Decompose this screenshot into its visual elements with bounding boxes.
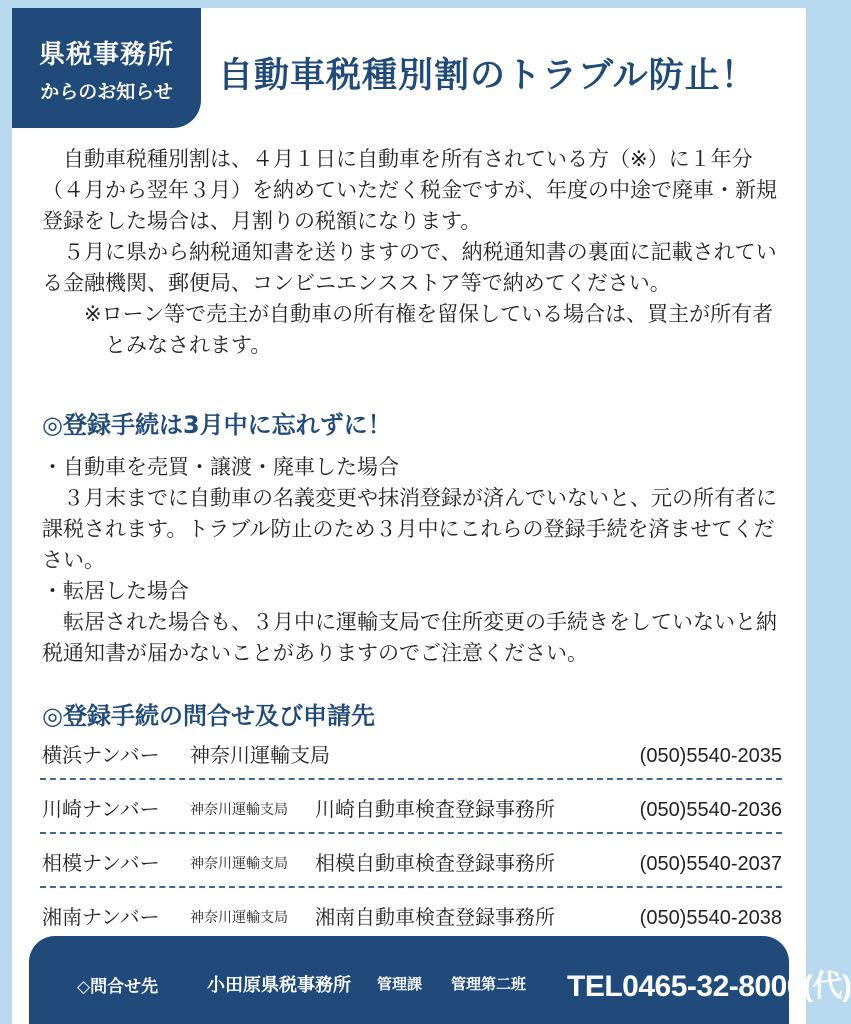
office-name: 神奈川運輸支局: [190, 743, 330, 767]
intro-note: ※ローン等で売主が自動車の所有権を留保している場合は、買主が所有者とみなされます。: [84, 302, 774, 357]
contact-row-shonan: [40, 888, 782, 940]
parent-bureau: 神奈川運輸支局: [190, 802, 288, 818]
footer-phone: TEL0465-32-8000(代): [567, 970, 851, 1003]
case-sale-title: ・自動車を売買・譲渡・廃車した場合: [42, 455, 399, 479]
contact-footer: [29, 936, 851, 1024]
section-heading-contacts: ◎登録手続の問合せ及び申請先: [42, 702, 375, 730]
parent-bureau: 神奈川運輸支局: [190, 856, 288, 872]
plate-name: 川崎ナンバー: [42, 797, 160, 821]
phone-number: (050)5540-2036: [639, 799, 782, 821]
case-move-title: ・転居した場合: [42, 579, 189, 603]
phone-number: (050)5540-2037: [639, 853, 782, 875]
badge-line1: 県税事務所: [38, 40, 174, 70]
contact-row-kawasaki: [40, 780, 782, 834]
contact-row-yokohama: [40, 726, 782, 780]
plate-name: 相模ナンバー: [42, 851, 160, 875]
footer-office: 小田原県税事務所: [207, 975, 351, 996]
contact-row-sagami: [40, 834, 782, 888]
case-sale-text: ３月末までに自動車の名義変更や抹消登録が済んでいないと、元の所有者に課税されます。トラブル防止のため３月中にこれらの登録手続を済ませてください。: [42, 486, 777, 572]
contact-list: [40, 726, 782, 940]
office-name: 湘南自動車検査登録事務所: [315, 905, 555, 929]
parent-bureau: 神奈川運輸支局: [190, 910, 288, 926]
badge-line2: からのお知らせ: [40, 81, 173, 103]
page-title: 自動車税種別割のトラブル防止！: [218, 56, 757, 96]
case-move-text: 転居された場合も、３月中に運輸支局で住所変更の手続きをしていないと納税通知書が届かないことがありますのでご注意ください。: [42, 610, 777, 665]
plate-name: 横浜ナンバー: [42, 743, 160, 767]
intro-paragraph-1: 自動車税種別割は、４月１日に自動車を所有されている方（※）に１年分（４月から翌年３月）を納めていただく税金ですが、年度の中途で廃車・新規登録をした場合は、月割りの税額になります。: [42, 147, 777, 233]
footer-team: 管理第二班: [451, 975, 527, 993]
office-name: 川崎自動車検査登録事務所: [315, 797, 555, 821]
office-name: 相模自動車検査登録事務所: [315, 851, 555, 875]
phone-number: (050)5540-2035: [639, 745, 782, 767]
intro-text: [42, 144, 787, 361]
office-badge: [12, 8, 201, 128]
intro-paragraph-2: ５月に県から納税通知書を送りますので、納税通知書の裏面に記載されている金融機関、郵便局、コンビニエンスストア等で納めてください。: [42, 240, 777, 295]
registration-text: [42, 452, 787, 669]
notice-panel: [12, 8, 851, 1024]
phone-number: (050)5540-2038: [639, 907, 782, 929]
footer-section: 管理課: [377, 975, 423, 993]
section-heading-registration: ◎登録手続は3月中に忘れずに！: [42, 411, 392, 439]
footer-label: ◇問合せ先: [77, 977, 159, 997]
plate-name: 湘南ナンバー: [42, 905, 160, 929]
